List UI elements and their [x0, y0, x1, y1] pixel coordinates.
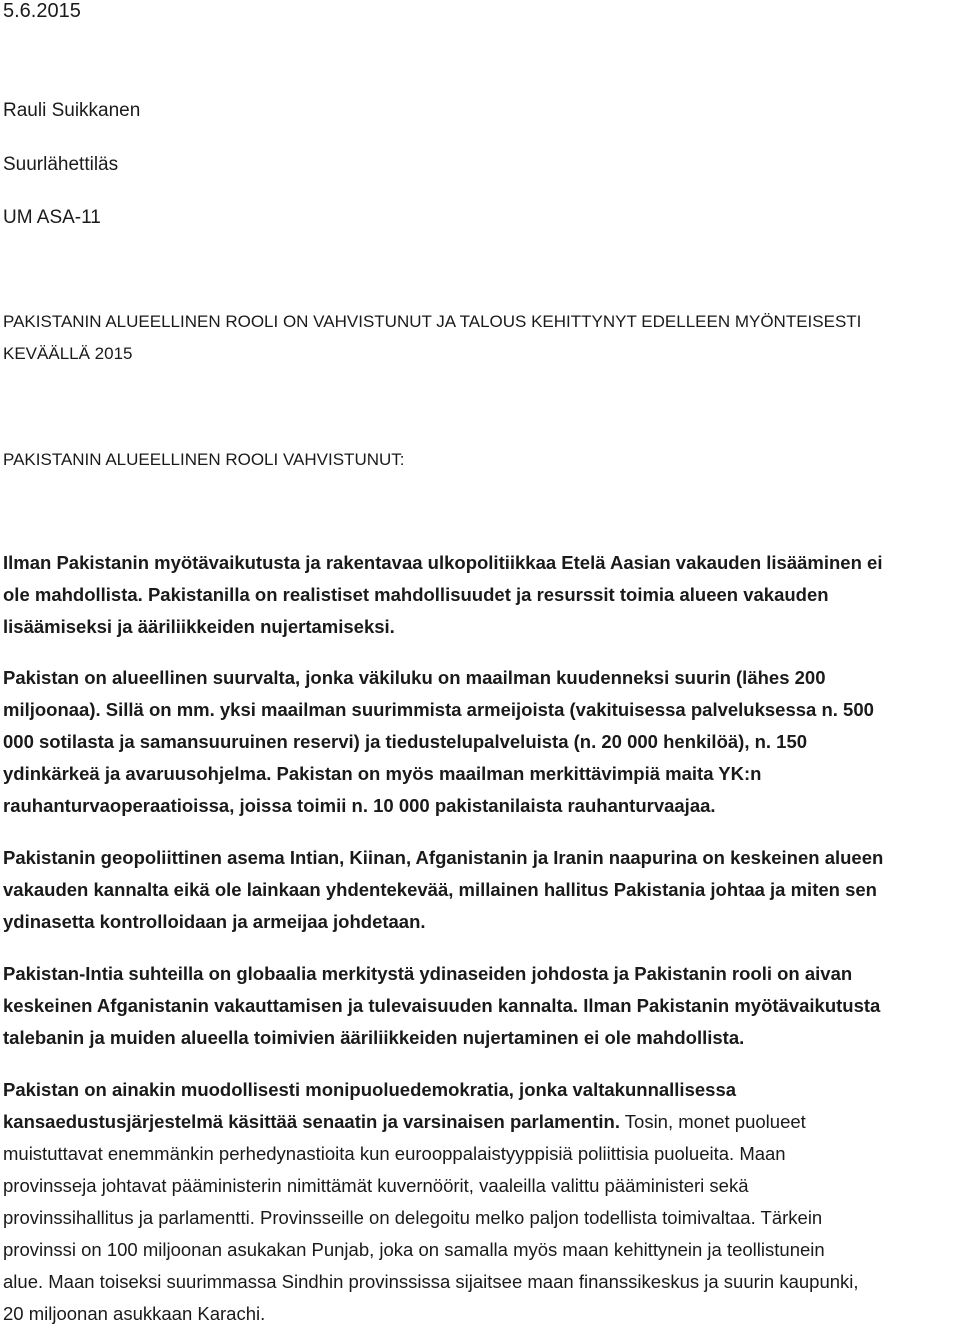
section-heading: PAKISTANIN ALUEELLINEN ROOLI VAHVISTUNUT: — [3, 450, 405, 469]
paragraph-1-line: Ilman Pakistanin myötävaikutusta ja rakentavaa ulkopolitiikkaa Etelä Aasian vakauden lisääminen ei — [3, 552, 883, 573]
paragraph-5-regular-span: Tosin, monet puolueet — [619, 1111, 806, 1132]
document-title-line-1: PAKISTANIN ALUEELLINEN ROOLI ON VAHVISTUNUT JA TALOUS KEHITTYNYT EDELLEEN MYÖNTEISESTI — [3, 312, 862, 331]
paragraph-5-line: provinssi on 100 miljoonan asukakan Punjab, joka on samalla myös maan kehittynein ja teollistunein — [3, 1239, 825, 1260]
paragraph-5-line — [3, 1106, 806, 1138]
paragraph-5-line: muistuttavat enemmänkin perhedynastioita kun eurooppalaistyyppisiä poliittisia puolueita. Maan — [3, 1143, 786, 1164]
document-title-line-2: KEVÄÄLLÄ 2015 — [3, 344, 133, 363]
paragraph-2-line: Pakistan on alueellinen suurvalta, jonka väkiluku on maailman kuudenneksi suurin (lähes 200 — [3, 667, 826, 688]
author-name: Rauli Suikkanen — [3, 100, 141, 121]
paragraph-2-line: rauhanturvaoperaatioissa, joissa toimii n. 10 000 pakistanilaista rauhanturvaajaa. — [3, 795, 716, 816]
paragraph-3-line: Pakistanin geopoliittinen asema Intian, Kiinan, Afganistanin ja Iranin naapurina on keskeinen alueen — [3, 847, 884, 868]
paragraph-5-line: provinssihallitus ja parlamentti. Provinsseille on delegoitu melko paljon todellista toimivaltaa. Tärkein — [3, 1207, 823, 1228]
paragraph-1-line: lisäämiseksi ja ääriliikkeiden nujertamiseksi. — [3, 616, 395, 637]
paragraph-5-bold-span: kansaedustusjärjestelmä käsittää senaatin ja varsinaisen parlamentin. — [3, 1111, 620, 1132]
paragraph-5-line: alue. Maan toiseksi suurimmassa Sindhin provinssissa sijaitsee maan finanssikeskus ja suurin kaupunki, — [3, 1271, 859, 1292]
paragraph-5-line: 20 miljoonan asukkaan Karachi. — [3, 1303, 266, 1324]
document-date: 5.6.2015 — [3, 0, 81, 22]
author-unit: UM ASA-11 — [3, 207, 101, 228]
paragraph-5-line: Pakistan on ainakin muodollisesti monipuoluedemokratia, jonka valtakunnallisessa — [3, 1079, 737, 1100]
paragraph-4-line: Pakistan-Intia suhteilla on globaalia merkitystä ydinaseiden johdosta ja Pakistanin rooli on aivan — [3, 963, 853, 984]
paragraph-2-line: ydinkärkeä ja avaruusohjelma. Pakistan on myös maailman merkittävimpiä maita YK:n — [3, 763, 762, 784]
paragraph-3-line: vakauden kannalta eikä ole lainkaan yhdentekevää, millainen hallitus Pakistania johtaa ja miten sen — [3, 879, 877, 900]
paragraph-3-line: ydinasetta kontrolloidaan ja armeijaa johdetaan. — [3, 911, 426, 932]
paragraph-4-line: keskeinen Afganistanin vakauttamisen ja tulevaisuuden kannalta. Ilman Pakistanin myötävaikutusta — [3, 995, 881, 1016]
paragraph-2-line: miljoonaa). Sillä on mm. yksi maailman suurimmista armeijoista (vakituisessa palveluksessa n. 500 — [3, 699, 874, 720]
paragraph-2-line: 000 sotilasta ja samansuuruinen reservi) ja tiedustelupalveluista (n. 20 000 henkilöä), n. 150 — [3, 731, 808, 752]
paragraph-4-line: talebanin ja muiden alueella toimivien ääriliikkeiden nujertaminen ei ole mahdollista. — [3, 1027, 745, 1048]
paragraph-1-line: ole mahdollista. Pakistanilla on realistiset mahdollisuudet ja resurssit toimia alueen vakauden — [3, 584, 829, 605]
paragraph-5-line: provinsseja johtavat pääministerin nimittämät kuvernöörit, vaaleilla valittu pääministeri sekä — [3, 1175, 749, 1196]
author-role: Suurlähettiläs — [3, 154, 119, 175]
